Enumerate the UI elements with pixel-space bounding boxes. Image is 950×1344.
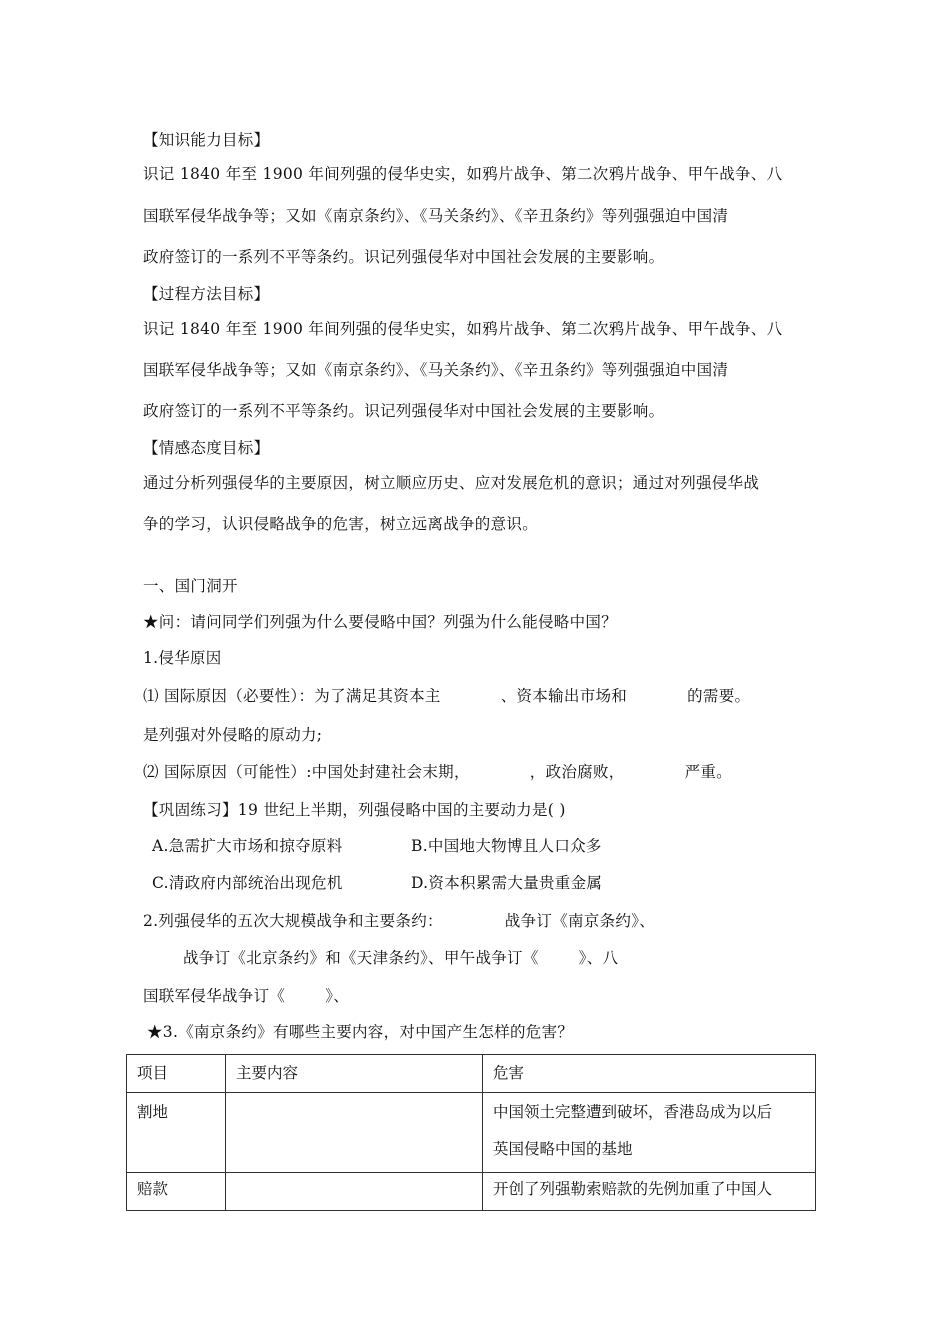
wars-part-b: 战争订《南京条约》、: [504, 912, 656, 930]
cause2-part-a: ⑵ 国际原因（可能性）:中国处封建社会末期，: [143, 763, 470, 781]
process-heading: 【过程方法目标】: [143, 285, 270, 303]
process-line-3: 政府签订的一系列不平等条约。识记列强侵华对中国社会发展的主要影响。: [143, 402, 665, 420]
process-line-1: 识记 1840 年至 1900 年间列强的侵华史实，如鸦片战争、第二次鸦片战争、甲午战争、八: [143, 320, 783, 338]
cause-heading: 1.侵华原因: [143, 649, 222, 667]
table-header-row: [127, 1055, 816, 1093]
wars2-part-a: 战争订《北京条约》和《天津条约》、甲午战争订《: [183, 949, 539, 967]
knowledge-line-1: 识记 1840 年至 1900 年间列强的侵华史实，如鸦片战争、第二次鸦片战争、甲午战争、八: [143, 165, 783, 183]
cause1-part-b: 、资本输出市场和: [500, 687, 628, 705]
table-row: [127, 1093, 816, 1173]
knowledge-heading: 【知识能力目标】: [143, 131, 270, 149]
process-line-2: 国联军侵华战争等；又如《南京条约》、《马关条约》、《辛丑条约》等列强强迫中国清: [143, 361, 729, 379]
part1-question: ★问：请问同学们列强为什么要侵略中国？列强为什么能侵略中国？: [143, 613, 618, 631]
table-header: 主要内容: [226, 1055, 483, 1093]
wars2-part-b: 》、八: [578, 949, 619, 967]
cause1-part-c: 的需要。: [687, 687, 751, 705]
option-a: A.急需扩大市场和掠夺原料: [152, 837, 343, 855]
cause2-part-b: ，政治腐败，: [529, 763, 625, 781]
table-cell-item: 赔款: [127, 1173, 226, 1211]
table-cell-content: [226, 1173, 483, 1211]
cause2-part-c: 严重。: [684, 763, 732, 781]
option-b: B.中国地大物博且人口众多: [411, 837, 602, 855]
cause2-line: [143, 760, 732, 782]
wars-line-1: [143, 909, 655, 931]
cause1-line: [143, 684, 750, 706]
option-d: D.资本积累需大量贵重金属: [411, 874, 603, 892]
table-cell-content: [226, 1093, 483, 1173]
option-c: C.清政府内部统治出现危机: [152, 874, 343, 892]
wars-line-2: [183, 946, 618, 968]
part1-title: 一、国门洞开: [143, 577, 238, 595]
cause1-part-a: ⑴ 国际原因（必要性）：为了满足其资本主: [143, 687, 441, 705]
emotion-line-2: 争的学习，认识侵略战争的危害，树立远离战争的意识。: [143, 515, 539, 533]
table-cell-harm: 中国领土完整遭到破坏，香港岛成为以后 英国侵略中国的基地: [483, 1093, 816, 1173]
table-cell-item: 割地: [127, 1093, 226, 1173]
table-header: 项目: [127, 1055, 226, 1093]
wars-line-3: [143, 984, 349, 1006]
table-row: [127, 1173, 816, 1211]
cause1-line-2: 是列强对外侵略的原动力;: [143, 726, 323, 744]
wars-part-a: 2.列强侵华的五次大规模战争和主要条约：: [143, 912, 443, 930]
question-3: ★3.《南京条约》有哪些主要内容，对中国产生怎样的危害？: [147, 1023, 574, 1041]
wars3-part-b: 》、: [325, 987, 350, 1005]
table-header: 危害: [483, 1055, 816, 1093]
table-cell-harm: 开创了列强勒索赔款的先例加重了中国人: [483, 1173, 816, 1211]
treaty-table: [126, 1054, 816, 1211]
knowledge-line-3: 政府签订的一系列不平等条约。识记列强侵华对中国社会发展的主要影响。: [143, 248, 665, 266]
emotion-line-1: 通过分析列强侵华的主要原因，树立顺应历史、应对发展危机的意识；通过对列强侵华战: [143, 474, 760, 492]
exercise-question: 【巩固练习】19 世纪上半期，列强侵略中国的主要动力是( ): [143, 801, 566, 819]
wars3-part-a: 国联军侵华战争订《: [143, 987, 286, 1005]
emotion-heading: 【情感态度目标】: [143, 439, 270, 457]
knowledge-line-2: 国联军侵华战争等；又如《南京条约》、《马关条约》、《辛丑条约》等列强强迫中国清: [143, 207, 729, 225]
